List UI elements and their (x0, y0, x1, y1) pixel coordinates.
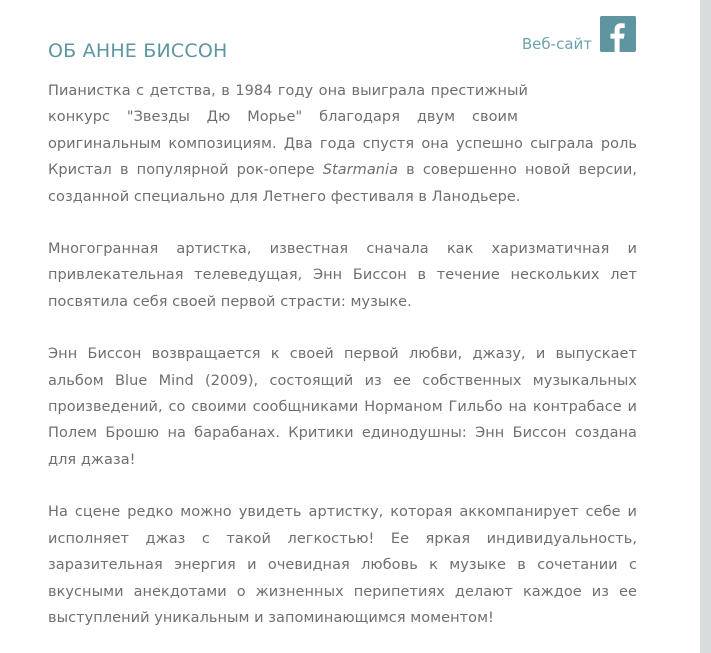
section-header (48, 22, 636, 62)
bio-paragraph-1-text: оригинальным композициям. Два года спустя она успешно сыграла роль Кристал в популярной рок-опере (48, 135, 637, 179)
section-title: ОБ АННЕ БИССОН (48, 39, 228, 62)
bio-paragraph-2: Многогранная артистка, известная сначала как харизматичная и привлекательная телеведущая, Энн Биссон в течение нескольких лет посвятила себя своей первой страсти: музыке. (48, 241, 637, 310)
right-border (700, 0, 711, 653)
bio-paragraph-3: Энн Биссон возвращается к своей первой любви, джазу, и выпускает альбом Blue Mind (2009), состоящий из ее собственных музыкальных произведений, со своими сообщниками Норманом Гильбо на контрабасе и Полем Брошю на барабанах. Критики единодушны: Энн Биссон создана для джаза! (48, 346, 637, 468)
bio-paragraph-1-text-end: в совершенно новой версии, созданной специально для Летнего фестиваля в Ланодьере. (48, 162, 637, 205)
bio-paragraph-1-line-1: Пианистка с детства, в 1984 году она выиграла престижный (48, 83, 528, 99)
bio-text (48, 78, 637, 653)
facebook-icon (600, 16, 636, 52)
bio-paragraph-4: На сцене редко можно увидеть артистку, которая аккомпанирует себе и исполняет джаз с такой легкостью! Ее яркая индивидуальность, заразительная энергия и очевидная любовь к музыке в сочетании с вкусными анекдотами о жизненных перипетиях делают каждое из ее выступлений уникальным и запоминающимся моментом! (48, 504, 637, 626)
bio-paragraph-1-line-2: конкурс "Звезды Дю Морье" благодаря двум своим (48, 109, 518, 126)
website-link[interactable]: Веб-сайт (521, 35, 592, 53)
bio-paragraph-1 (48, 78, 637, 210)
starmania-title: Starmania (322, 162, 399, 179)
facebook-button[interactable] (600, 16, 636, 52)
